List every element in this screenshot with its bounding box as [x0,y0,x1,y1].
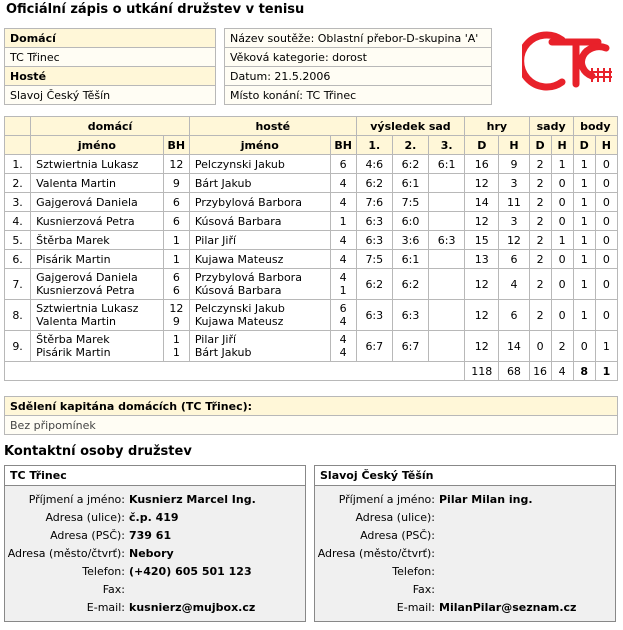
home-player-line: Sztwiertnia Lukasz [36,302,139,315]
away-player [189,250,330,269]
home-bh-line: 9 [172,315,180,328]
set1-score: 4:6 [356,155,392,174]
contact-city-label: Adresa (město/čtvrť): [7,546,125,560]
teams-table [4,28,216,105]
home-bh-line: 1 [172,233,180,247]
away-bh [330,300,356,331]
away-player-line: Pelczynski Jakub [194,302,285,315]
games-home: 15 [465,231,499,250]
row-number-subheader [5,136,31,155]
home-player-line: Valenta Martin [36,315,116,328]
sets-away: 0 [551,212,573,231]
set3-score: 6:1 [429,155,465,174]
away-player-line: Bárt Jakub [194,346,252,359]
total-games-away: 68 [499,362,529,381]
away-bh-line: 4 [339,176,347,190]
away-bh-line: 4 [339,333,347,346]
home-bh-header: BH [163,136,189,155]
away-player [189,155,330,174]
home-player-line: Pisárik Martin [36,252,111,266]
sets-away: 0 [551,193,573,212]
set3-score [429,269,465,300]
captain-note [4,396,618,435]
games-home: 12 [465,269,499,300]
sets-away: 1 [551,155,573,174]
away-bh-line: 4 [339,271,347,284]
points-header: body [573,117,617,136]
games-home: 12 [465,212,499,231]
home-bh-line: 6 [172,195,180,209]
captain-note-text: Bez připomínek [5,416,618,435]
total-points-away: 1 [595,362,617,381]
set1-score: 6:3 [356,212,392,231]
away-contact-panel [314,465,616,622]
home-player-line: Gajgerová Daniela [36,271,138,284]
away-bh [330,331,356,362]
away-player [189,231,330,250]
contact-city-label: Adresa (město/čtvrť): [317,546,435,560]
table-row [5,174,618,193]
match-date: Datum: 21.5.2006 [225,67,492,86]
set2-score: 6:2 [392,155,428,174]
away-bh-line: 4 [339,252,347,266]
total-points-home: 8 [573,362,595,381]
away-bh-line: 4 [339,315,347,328]
away-bh-line: 4 [339,233,347,247]
sets-away: 0 [551,174,573,193]
set3-score [429,193,465,212]
sets-home: 2 [529,300,551,331]
sets-home: 2 [529,193,551,212]
games-home-header: D [465,136,499,155]
row-number: 5. [5,231,31,250]
table-row [5,269,618,300]
row-number: 7. [5,269,31,300]
row-number: 4. [5,212,31,231]
points-away: 0 [595,300,617,331]
match-info-table [224,28,492,105]
sets-home-header: D [529,136,551,155]
away-player-line: Pilar Jiří [194,333,237,346]
competition-name: Název soutěže: Oblastní přebor-D-skupina 'A' [225,29,492,48]
sets-home: 2 [529,174,551,193]
points-home: 1 [573,155,595,174]
total-sets-home: 16 [529,362,551,381]
home-player [31,331,164,362]
home-player [31,212,164,231]
games-away: 11 [499,193,529,212]
set2-score: 7:5 [392,193,428,212]
away-player-line: Kujawa Mateusz [194,252,284,266]
home-player-line: Sztwiertnia Lukasz [36,157,139,171]
points-home: 1 [573,269,595,300]
away-header: hosté [189,117,356,136]
home-player-line: Valenta Martin [36,176,116,190]
home-player [31,155,164,174]
points-home-header: D [573,136,595,155]
row-number: 6. [5,250,31,269]
row-number: 3. [5,193,31,212]
points-away: 0 [595,193,617,212]
home-bh-line: 6 [172,284,180,297]
set2-score: 6:2 [392,269,428,300]
away-bh [330,269,356,300]
away-contact-team: Slavoj Český Těšín [315,466,615,486]
away-player-line: Kujawa Mateusz [194,315,284,328]
away-player-line: Przybylová Barbora [194,271,302,284]
contact-phone-label: Telefon: [82,564,125,578]
set2-score: 3:6 [392,231,428,250]
set2-header: 2. [392,136,428,155]
contact-street-label: Adresa (ulice): [355,510,435,524]
home-contact-phone: (+420) 605 501 123 [129,564,252,578]
set3-score [429,331,465,362]
games-away: 4 [499,269,529,300]
home-bh [163,193,189,212]
home-bh [163,231,189,250]
set3-score: 6:3 [429,231,465,250]
home-bh-line: 6 [172,271,180,284]
away-player [189,212,330,231]
points-away: 0 [595,269,617,300]
away-player [189,300,330,331]
age-category: Věková kategorie: dorost [225,48,492,67]
games-header: hry [465,117,529,136]
games-away-header: H [499,136,529,155]
set3-score [429,212,465,231]
results-table [4,116,618,381]
away-player-line: Przybylová Barbora [194,195,302,209]
home-player-line: Štěrba Marek [36,333,110,346]
games-away: 14 [499,331,529,362]
set2-score: 6:0 [392,212,428,231]
set1-score: 7:6 [356,193,392,212]
away-player-line: Bárt Jakub [194,176,252,190]
points-home: 0 [573,331,595,362]
away-label: Hosté [5,67,216,86]
away-bh [330,231,356,250]
home-player [31,193,164,212]
table-row [5,300,618,331]
set1-score: 6:3 [356,231,392,250]
away-team-name: Slavoj Český Těšín [5,86,216,105]
home-bh-line: 6 [172,214,180,228]
games-away: 6 [499,250,529,269]
home-player-line: Štěrba Marek [36,233,110,247]
away-bh-line: 1 [339,214,347,228]
contact-name-label: Příjmení a jméno: [28,492,125,506]
table-row [5,331,618,362]
home-player-line: Gajgerová Daniela [36,195,138,209]
points-home: 1 [573,250,595,269]
away-bh [330,250,356,269]
sets-home: 2 [529,269,551,300]
home-contact-panel [4,465,306,622]
points-home: 1 [573,300,595,331]
sets-away: 0 [551,300,573,331]
row-number: 9. [5,331,31,362]
home-player-line: Kusnierzová Petra [36,284,135,297]
games-away: 12 [499,231,529,250]
home-bh [163,300,189,331]
set2-score: 6:1 [392,250,428,269]
home-bh [163,174,189,193]
total-games-home: 118 [465,362,499,381]
away-bh-line: 6 [339,302,347,315]
row-number: 1. [5,155,31,174]
contact-fax-label: Fax: [102,582,125,596]
games-away: 3 [499,212,529,231]
contact-zip-label: Adresa (PSČ): [50,528,125,542]
away-contact-phone [439,562,576,580]
away-bh-header: BH [330,136,356,155]
away-bh-line: 4 [339,346,347,359]
home-bh [163,155,189,174]
set2-score: 6:3 [392,300,428,331]
away-name-header: jméno [189,136,330,155]
away-contact-fax [439,580,576,598]
row-number-header [5,117,31,136]
away-player [189,193,330,212]
contact-email-label: E-mail: [396,600,435,614]
sets-away: 1 [551,231,573,250]
set1-header: 1. [356,136,392,155]
away-player-line: Kúsová Barbara [194,284,282,297]
home-bh-line: 9 [172,176,180,190]
home-player [31,300,164,331]
points-away: 1 [595,331,617,362]
home-player [31,250,164,269]
captain-note-label: Sdělení kapitána domácích (TC Třinec): [5,397,618,416]
games-home: 12 [465,331,499,362]
away-bh [330,155,356,174]
games-home: 12 [465,300,499,331]
contact-email-label: E-mail: [86,600,125,614]
set1-score: 7:5 [356,250,392,269]
sets-away: 0 [551,250,573,269]
table-row [5,250,618,269]
home-name-header: jméno [31,136,164,155]
sets-away: 2 [551,331,573,362]
page-title: Oficiální zápis o utkání družstev v tenisu [6,2,305,17]
contacts-title: Kontaktní osoby družstev [4,444,192,459]
home-bh [163,212,189,231]
home-contact-city: Nebory [129,546,174,560]
games-away: 6 [499,300,529,331]
sets-home: 0 [529,331,551,362]
away-bh [330,212,356,231]
home-bh-line: 12 [169,302,184,315]
points-home: 1 [573,231,595,250]
sets-away-header: H [551,136,573,155]
contact-phone-label: Telefon: [392,564,435,578]
home-bh-line: 1 [172,333,180,346]
home-player-line: Kusnierzová Petra [36,214,135,228]
games-home: 14 [465,193,499,212]
away-player-line: Kúsová Barbara [194,214,282,228]
home-label: Domácí [5,29,216,48]
contact-name-label: Příjmení a jméno: [338,492,435,506]
home-header: domácí [31,117,190,136]
home-contact-street: č.p. 419 [129,510,179,524]
set3-score [429,250,465,269]
points-away: 0 [595,212,617,231]
games-home: 16 [465,155,499,174]
set1-score: 6:2 [356,269,392,300]
set2-score: 6:7 [392,331,428,362]
points-away: 0 [595,231,617,250]
games-home: 12 [465,174,499,193]
points-home: 1 [573,174,595,193]
set1-score: 6:3 [356,300,392,331]
away-contact-city [439,544,576,562]
set-score-header: výsledek sad [356,117,465,136]
row-number: 8. [5,300,31,331]
contact-street-label: Adresa (ulice): [45,510,125,524]
sets-away: 0 [551,269,573,300]
points-away-header: H [595,136,617,155]
match-venue: Místo konání: TC Třinec [225,86,492,105]
away-bh-line: 4 [339,195,347,209]
set3-score [429,300,465,331]
home-player [31,269,164,300]
away-player [189,174,330,193]
away-contact-zip [439,526,576,544]
table-row [5,193,618,212]
contact-zip-label: Adresa (PSČ): [360,528,435,542]
home-contact-zip: 739 61 [129,528,172,542]
points-away: 0 [595,155,617,174]
points-away: 0 [595,250,617,269]
away-contact-street [439,508,576,526]
total-sets-away: 4 [551,362,573,381]
points-home: 1 [573,212,595,231]
sets-header: sady [529,117,573,136]
contact-fax-label: Fax: [412,582,435,596]
home-player [31,174,164,193]
away-player [189,269,330,300]
games-away: 3 [499,174,529,193]
club-logo-icon [522,26,616,96]
away-player-line: Pelczynski Jakub [194,157,285,171]
home-player-line: Pisárik Martin [36,346,111,359]
home-contact-name: Kusnierz Marcel Ing. [129,492,256,506]
home-contact-fax [129,580,256,598]
points-away: 0 [595,174,617,193]
set1-score: 6:2 [356,174,392,193]
set3-header: 3. [429,136,465,155]
home-bh-line: 1 [172,346,180,359]
sets-home: 2 [529,155,551,174]
away-bh-line: 1 [339,284,347,297]
home-bh [163,269,189,300]
home-contact-team: TC Třinec [5,466,305,486]
totals-label [5,362,465,381]
set2-score: 6:1 [392,174,428,193]
home-bh [163,250,189,269]
away-player [189,331,330,362]
away-player-line: Pilar Jiří [194,233,237,247]
table-row [5,212,618,231]
sets-home: 2 [529,212,551,231]
home-player [31,231,164,250]
home-bh-line: 12 [169,157,184,171]
away-bh-line: 6 [339,157,347,171]
home-team-name: TC Třinec [5,48,216,67]
home-bh-line: 1 [172,252,180,266]
set1-score: 6:7 [356,331,392,362]
sets-home: 2 [529,250,551,269]
games-away: 9 [499,155,529,174]
away-contact-email: MilanPilar@seznam.cz [439,600,577,614]
away-bh [330,174,356,193]
points-home: 1 [573,193,595,212]
home-contact-email: kusnierz@mujbox.cz [129,600,256,614]
away-contact-name: Pilar Milan ing. [439,492,533,506]
set3-score [429,174,465,193]
games-home: 13 [465,250,499,269]
table-row [5,155,618,174]
table-row [5,231,618,250]
away-bh [330,193,356,212]
row-number: 2. [5,174,31,193]
sets-home: 2 [529,231,551,250]
home-bh [163,331,189,362]
